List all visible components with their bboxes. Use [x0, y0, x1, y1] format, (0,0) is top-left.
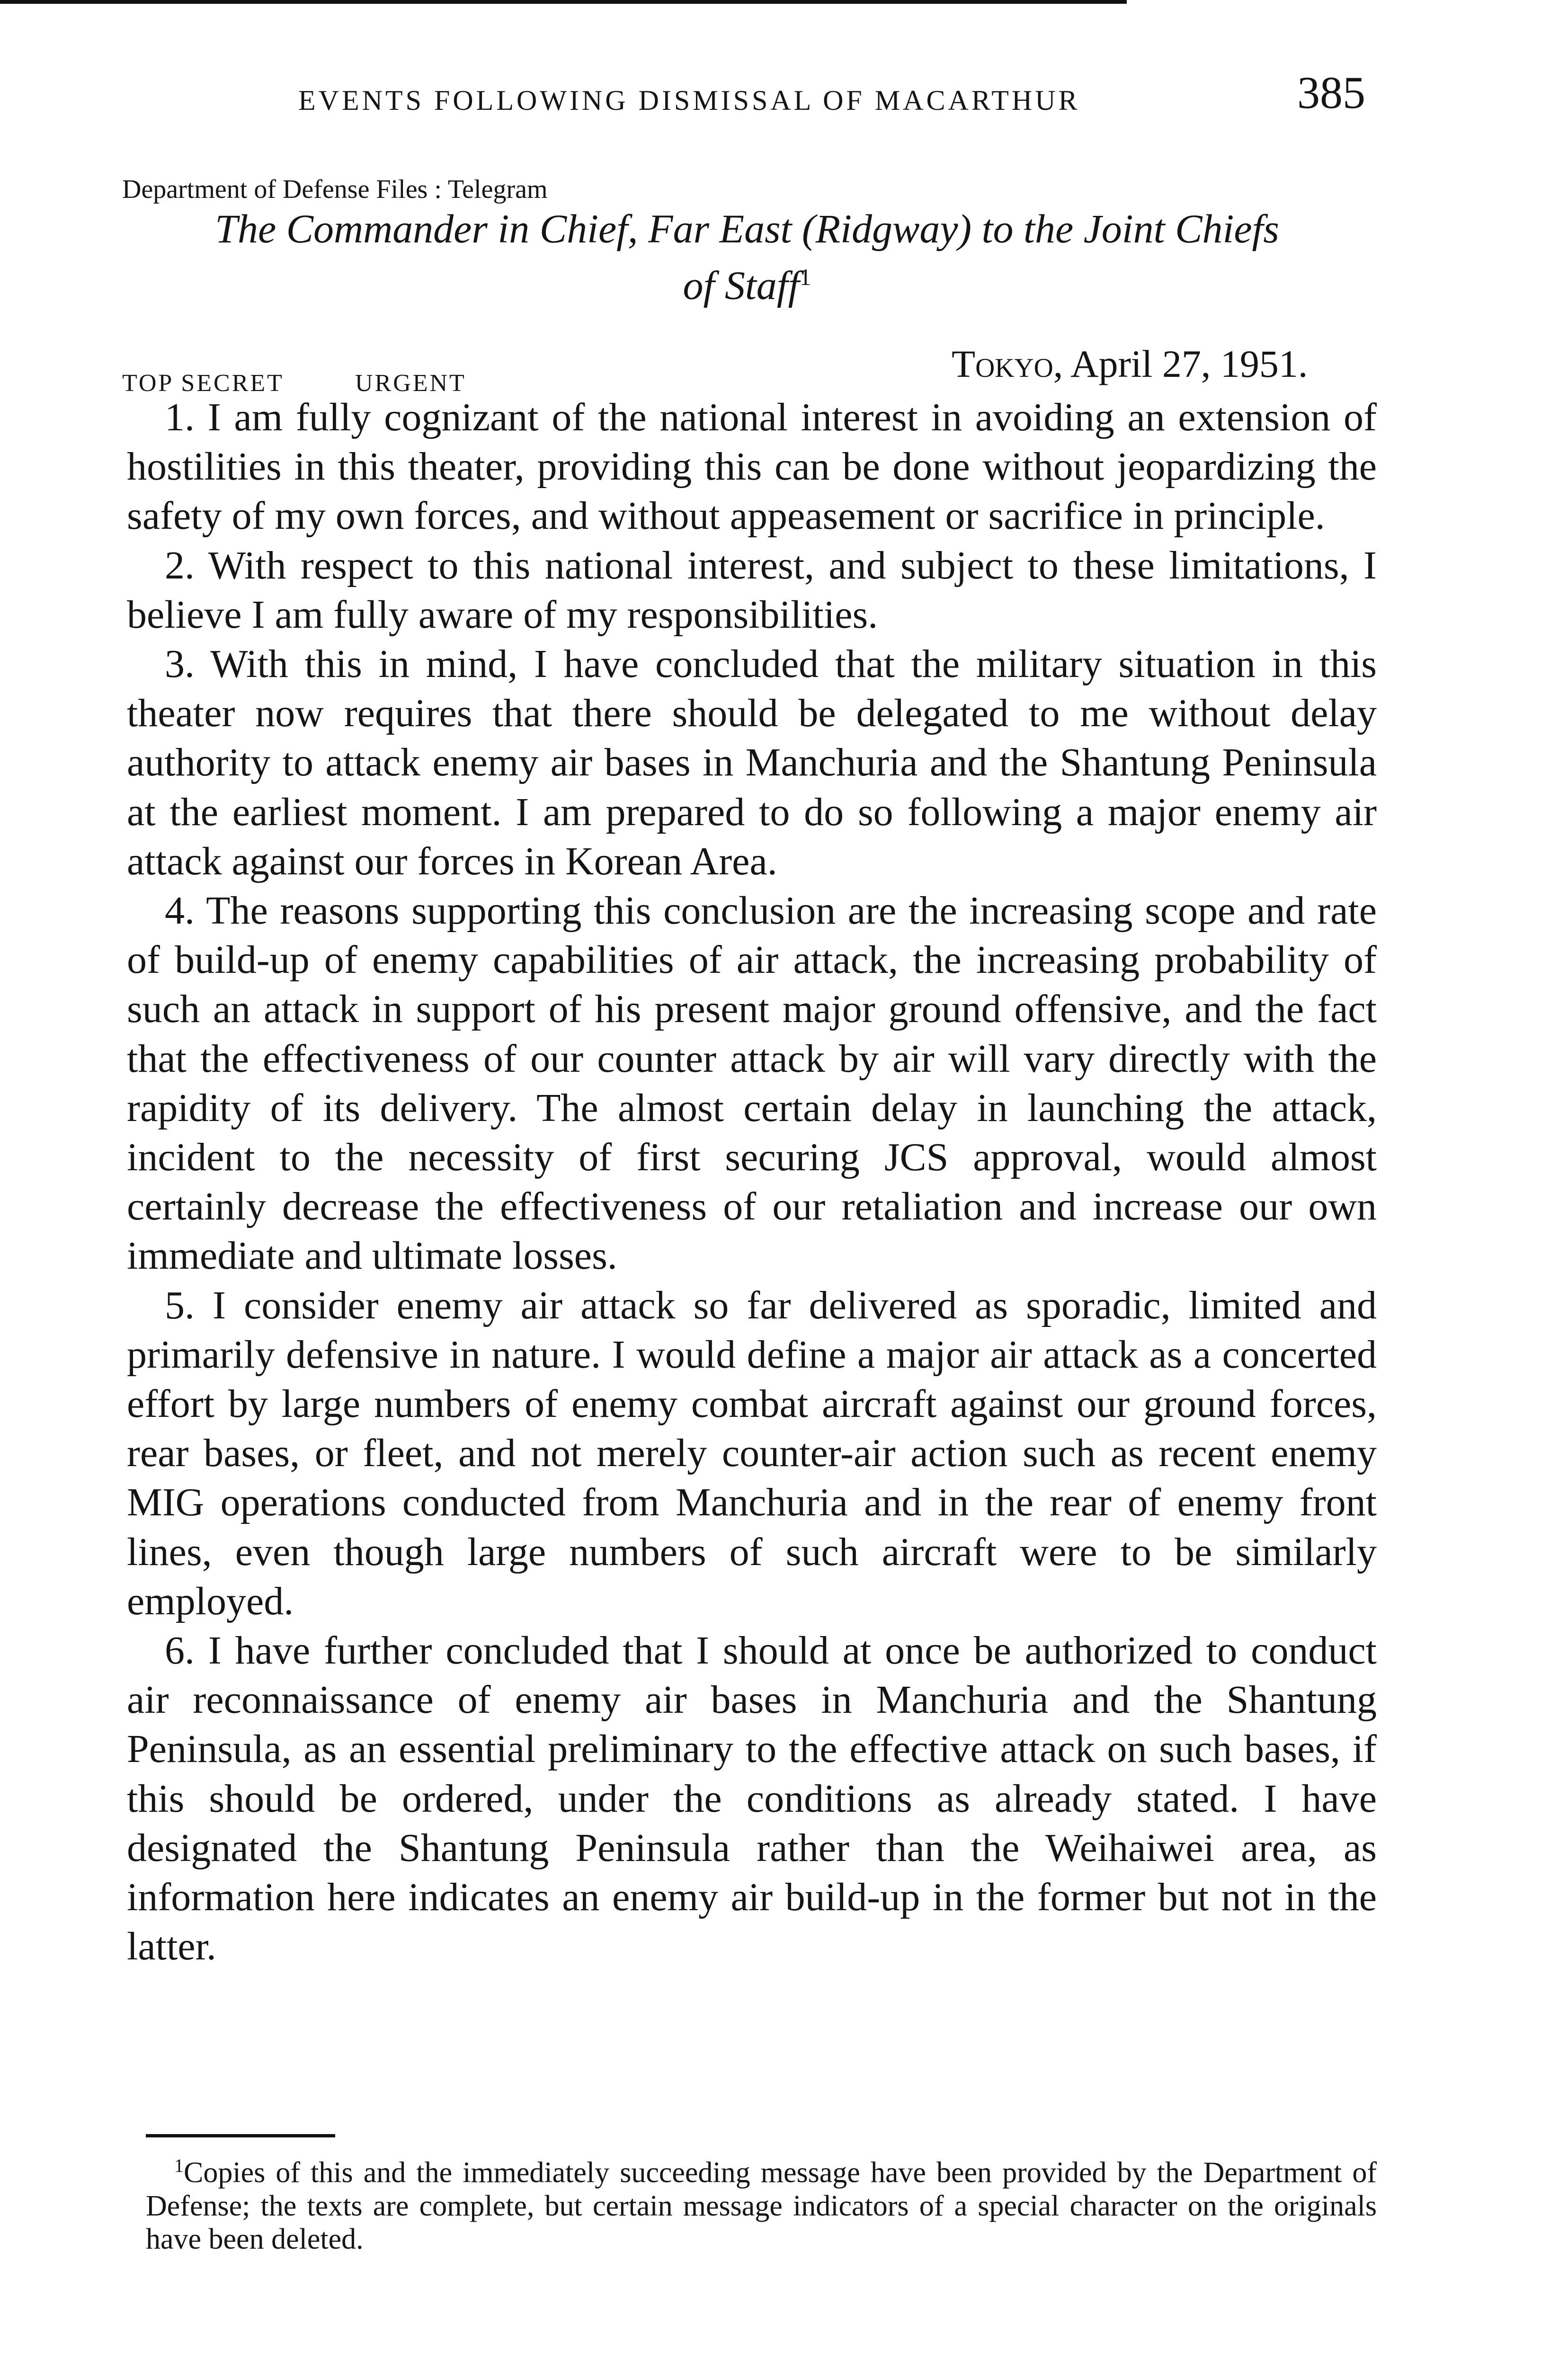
paragraph-4: 4. The reasons supporting this conclusion are the increasing scope and rate of build-up of enemy capabilities of air attack, the increasing probability of such an attack in support of his present major ground offensive, and the fact that the effectiveness of our counter attack by air will vary directly with the rapidity of its delivery. The almost certain delay in launching the attack, incident to the necessity of first securing JCS approval, would almost certainly decrease the effectiveness of our retaliation and increase our own immediate and ultimate losses. [127, 889, 1377, 1278]
title-line-2-text: of Staff [683, 262, 800, 308]
classification-label: TOP SECRET [122, 370, 284, 397]
paragraph-2: 2. With respect to this national interest, and subject to these limitations, I believe I am fully aware of my responsibilities. [127, 543, 1377, 637]
page-number: 385 [1297, 67, 1365, 118]
precedence-label: URGENT [355, 370, 466, 397]
running-head: EVENTS FOLLOWING DISMISSAL OF MACARTHUR [298, 85, 1080, 116]
dateline-date: , April 27, 1951. [1053, 342, 1308, 385]
body-text [127, 393, 1377, 1972]
document-title [122, 205, 1372, 310]
footnote-rule [146, 2134, 335, 2137]
title-line-2 [122, 253, 1372, 310]
paragraph-5: 5. I consider enemy air attack so far delivered as sporadic, limited and primarily defensive in nature. I would define a major air attack as a concerted effort by large numbers of enemy combat aircraft against our ground forces, rear bases, or fleet, and not merely counter-air action such as recent enemy MIG operations conducted from Manchuria and in the rear of enemy front lines, even though large numbers of such aircraft were to be similarly employed. [127, 1283, 1377, 1623]
dateline-city: Tokyo [952, 342, 1053, 385]
footnote-marker: 1 [174, 2155, 184, 2176]
title-line-1: The Commander in Chief, Far East (Ridgway) to the Joint Chiefs [215, 206, 1279, 251]
source-line: Department of Defense Files : Telegram [122, 175, 548, 204]
paragraph-3: 3. With this in mind, I have concluded that the military situation in this theater now requires that there should be delegated to me without delay authority to attack enemy air bases in Manchuria and the Shantung Peninsula at the earliest moment. I am prepared to do so following a major enemy air attack against our forces in Korean Area. [127, 642, 1377, 883]
paragraph-6: 6. I have further concluded that I should at once be authorized to conduct air reconnaissance of enemy air bases in Manchuria and the Shantung Peninsula, as an essential preliminary to the effective attack on such bases, if this should be ordered, under the conditions as already stated. I have designated the Shantung Peninsula rather than the Weihaiwei area, as information here indicates an enemy air build-up in the former but not in the latter. [127, 1628, 1377, 1969]
dateline [952, 342, 1308, 386]
paragraph-1: 1. I am fully cognizant of the national interest in avoiding an extension of hostilities in this theater, providing this can be done without jeopardizing the safety of my own forces, and without appeasement or sacrifice in principle. [127, 395, 1377, 538]
footnote-text: Copies of this and the immediately succeeding message have been provided by the Department of Defense; the texts are complete, but certain message indicators of a special character on the originals have been deleted. [146, 2156, 1377, 2255]
title-footnote-ref: 1 [799, 264, 811, 290]
footnote [146, 2149, 1377, 2256]
top-rule [0, 0, 1127, 4]
